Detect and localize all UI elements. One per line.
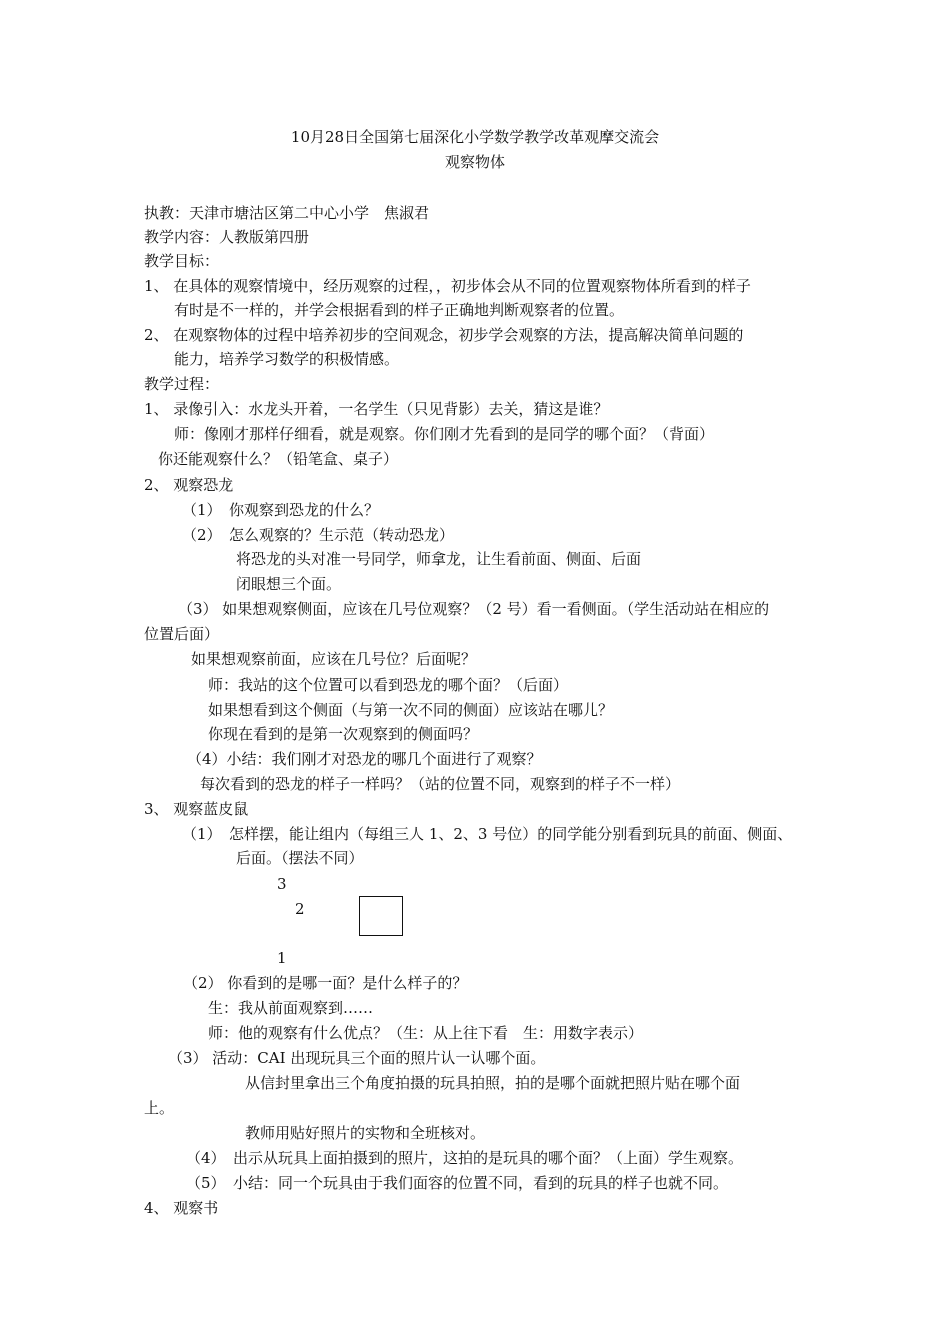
step-3-2a: 生：我从前面观察到…… [208,999,374,1017]
step-2-3b: 位置后面） [144,625,220,643]
position-3-label: 3 [277,875,287,893]
position-1-label: 1 [277,949,287,967]
position-2-label: 2 [295,900,305,918]
step-2-2b: 闭眼想三个面。 [236,575,342,593]
goal-2-line-2: 能力，培养学习数学的积极情感。 [174,350,400,368]
step-4: 4、 观察书 [144,1199,219,1217]
step-3-1b: 后面。（摆法不同） [236,849,364,867]
document-subtitle: 观察物体 [444,153,505,171]
document-title: 10月28日全国第七届深化小学数学教学改革观摩交流会 [290,128,660,146]
process-label: 教学过程： [144,375,220,393]
teacher-line: 执教：天津市塘沽区第二中心小学 焦淑君 [144,204,430,222]
step-2-3f: 你现在看到的是第一次观察到的侧面吗？ [208,725,479,743]
goals-label: 教学目标： [144,252,220,270]
goal-1-line-2: 有时是不一样的，并学会根据看到的样子正确地判断观察者的位置。 [174,301,625,319]
step-2-3c: 如果想观察前面，应该在几号位？后面呢？ [191,650,477,668]
goal-2-line-1: 2、 在观察物体的过程中培养初步的空间观念，初步学会观察的方法，提高解决简单问题的 [144,326,744,344]
step-2-2: （2） 怎么观察的？生示范（转动恐龙） [182,526,455,544]
step-1-teacher-2: 你还能观察什么？（铅笔盒、桌子） [158,450,399,468]
step-3-2b: 师：他的观察有什么优点？（生：从上往下看 生：用数字表示） [208,1024,644,1042]
toy-square [359,896,403,936]
step-2-3a: （3） 如果想观察侧面，应该在几号位观察？（2 号）看一看侧面。（学生活动站在相应的 [178,600,770,618]
step-2-4: （4）小结：我们刚才对恐龙的哪几个面进行了观察？ [187,750,542,768]
step-3: 3、 观察蓝皮鼠 [144,800,249,818]
step-2-1: （1） 你观察到恐龙的什么？ [182,501,380,519]
step-2-2a: 将恐龙的头对准一号同学，师拿龙，让生看前面、侧面、后面 [236,550,642,568]
step-3-1a: （1） 怎样摆，能让组内（每组三人 1、2、3 号位）的同学能分别看到玩具的前面、侧面、 [182,825,793,843]
step-2-4b: 每次看到的恐龙的样子一样吗？（站的位置不同，观察到的样子不一样） [200,775,681,793]
goal-1-line-1: 1、 在具体的观察情境中，经历观察的过程，，初步体会从不同的位置观察物体所看到的样子 [144,277,751,295]
step-3-4: （4） 出示从玩具上面拍摄到的照片，这拍的是玩具的哪个面？（上面）学生观察。 [186,1149,744,1167]
step-1-teacher-1: 师：像刚才那样仔细看，就是观察。你们刚才先看到的是同学的哪个面？（背面） [174,425,715,443]
step-3-3b: 上。 [144,1099,175,1117]
step-2-3e: 如果想看到这个侧面（与第一次不同的侧面）应该站在哪儿？ [208,701,614,719]
content-line: 教学内容：人教版第四册 [144,228,310,246]
step-3-3a: 从信封里拿出三个角度拍摄的玩具拍照，拍的是哪个面就把照片贴在哪个面 [245,1074,741,1092]
step-3-3c: 教师用贴好照片的实物和全班核对。 [245,1124,486,1142]
step-3-3: （3） 活动：CAI 出现玩具三个面的照片认一认哪个面。 [168,1049,546,1067]
step-3-5: （5） 小结：同一个玩具由于我们面容的位置不同，看到的玩具的样子也就不同。 [186,1174,729,1192]
step-3-2: （2） 你看到的是哪一面？是什么样子的？ [183,974,468,992]
step-1: 1、 录像引入：水龙头开着，一名学生（只见背影）去关，猜这是谁？ [144,400,609,418]
step-2: 2、 观察恐龙 [144,476,234,494]
step-2-3d: 师：我站的这个位置可以看到恐龙的哪个面？（后面） [208,676,569,694]
